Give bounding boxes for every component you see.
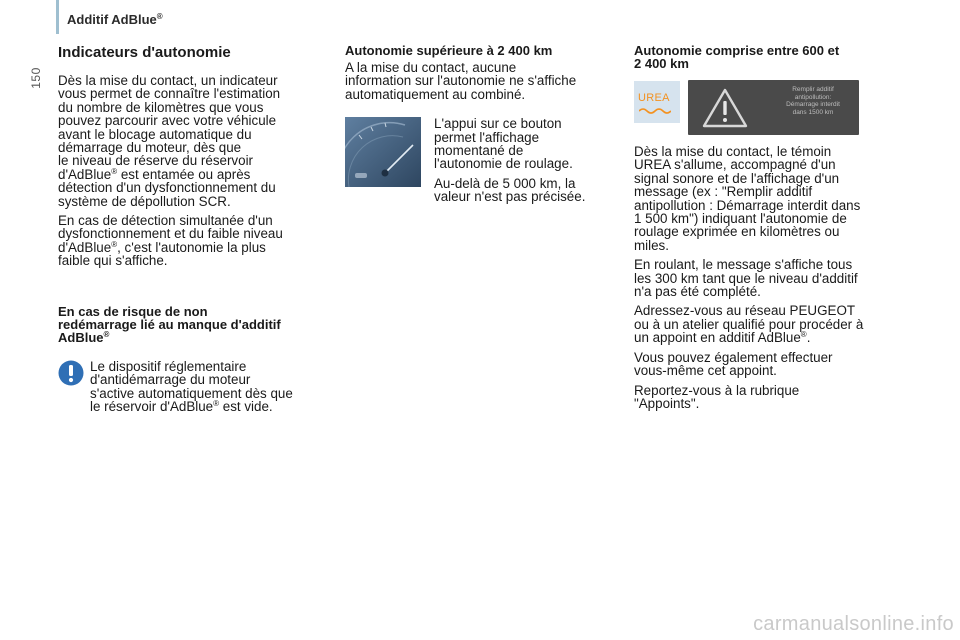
warning-text: Le dispositif réglementaire d'antidémarrage du moteur s'active automatiquement dès que le réservoir d'AdBlue® est vide. — [90, 358, 293, 414]
dashboard-button-text — [434, 117, 614, 209]
urea-lamp-paragraph: Dès la mise du contact, le témoin UREA s'allume, accompagné d'un signal sonore et de l'affichage d'un message (ex : "Remplir additif antipollution : Démarrage interdit dans 1 500 km") indiquant l'autonomie de roulage exprimée en kilomètres ou miles. — [634, 144, 861, 253]
instrument-cluster-photo — [345, 117, 421, 187]
beyond-5000-paragraph: Au-delà de 5 000 km, la valeur n'est pas précisée. — [434, 175, 586, 205]
urea-lamp-label: UREA — [638, 92, 670, 104]
right-column — [634, 44, 904, 416]
dashboard-button-row — [345, 117, 615, 209]
watermark: carmanualsonline.info — [753, 613, 954, 635]
display-message: Remplir additif antipollution: Démarrage interdit dans 1500 km — [786, 86, 840, 116]
urea-warning-illustration — [634, 80, 904, 135]
urea-warning-lamp — [634, 81, 680, 123]
instrument-display — [688, 80, 859, 135]
above-2400-intro: A la mise du contact, aucune information sur l'autonomie ne s'affiche automatiquement au combiné. — [345, 60, 577, 102]
button-press-paragraph: L'appui sur ce bouton permet l'affichage momentané de l'autonomie de roulage. — [434, 116, 573, 172]
section-title: Additif AdBlue® — [67, 12, 163, 27]
warning-note — [58, 360, 328, 414]
self-refill-paragraph: Vous pouvez également effectuer vous-même cet appoint. — [634, 349, 833, 379]
refer-paragraph: Reportez-vous à la rubrique "Appoints". — [634, 382, 800, 411]
risk-heading: En cas de risque de non redémarrage lié au manque d'additif AdBlue® — [58, 303, 281, 345]
warning-triangle-icon — [702, 88, 748, 128]
dealer-paragraph: Adressez-vous au réseau PEUGEOT ou à un atelier qualifié pour procéder à un appoint en additif AdBlue®. — [634, 303, 864, 346]
intro-paragraph: Dès la mise du contact, un indicateur vous permet de connaître l'estimation du nombre de kilomètres que vous pouvez parcourir avec votre véhicule avant le blocage automatique du démarrage du moteur, dès que le niveau de réserve du réservoir d'AdBlue® est entamée ou après détection d'un dysfonctionnement du système de dépollution SCR. — [58, 73, 281, 209]
header-accent-bar — [56, 0, 59, 34]
between-600-2400-heading: Autonomie comprise entre 600 et 2 400 km — [634, 43, 840, 71]
simultaneous-detection-paragraph: En cas de détection simultanée d'un dysfonctionnement et du faible niveau d'AdBlue®, c'est l'autonomie la plus faible qui s'affiche. — [58, 213, 283, 269]
urea-wave-icon — [639, 107, 671, 115]
every-300km-paragraph: En roulant, le message s'affiche tous les 300 km tant que le niveau d'additif n'a pas été complété. — [634, 257, 858, 300]
left-column — [58, 44, 328, 413]
section-heading: Indicateurs d'autonomie — [58, 44, 231, 61]
page-number: 150 — [29, 67, 43, 89]
middle-column — [345, 44, 615, 210]
exclamation-circle-icon — [58, 360, 84, 386]
above-2400-heading: Autonomie supérieure à 2 400 km — [345, 43, 553, 58]
